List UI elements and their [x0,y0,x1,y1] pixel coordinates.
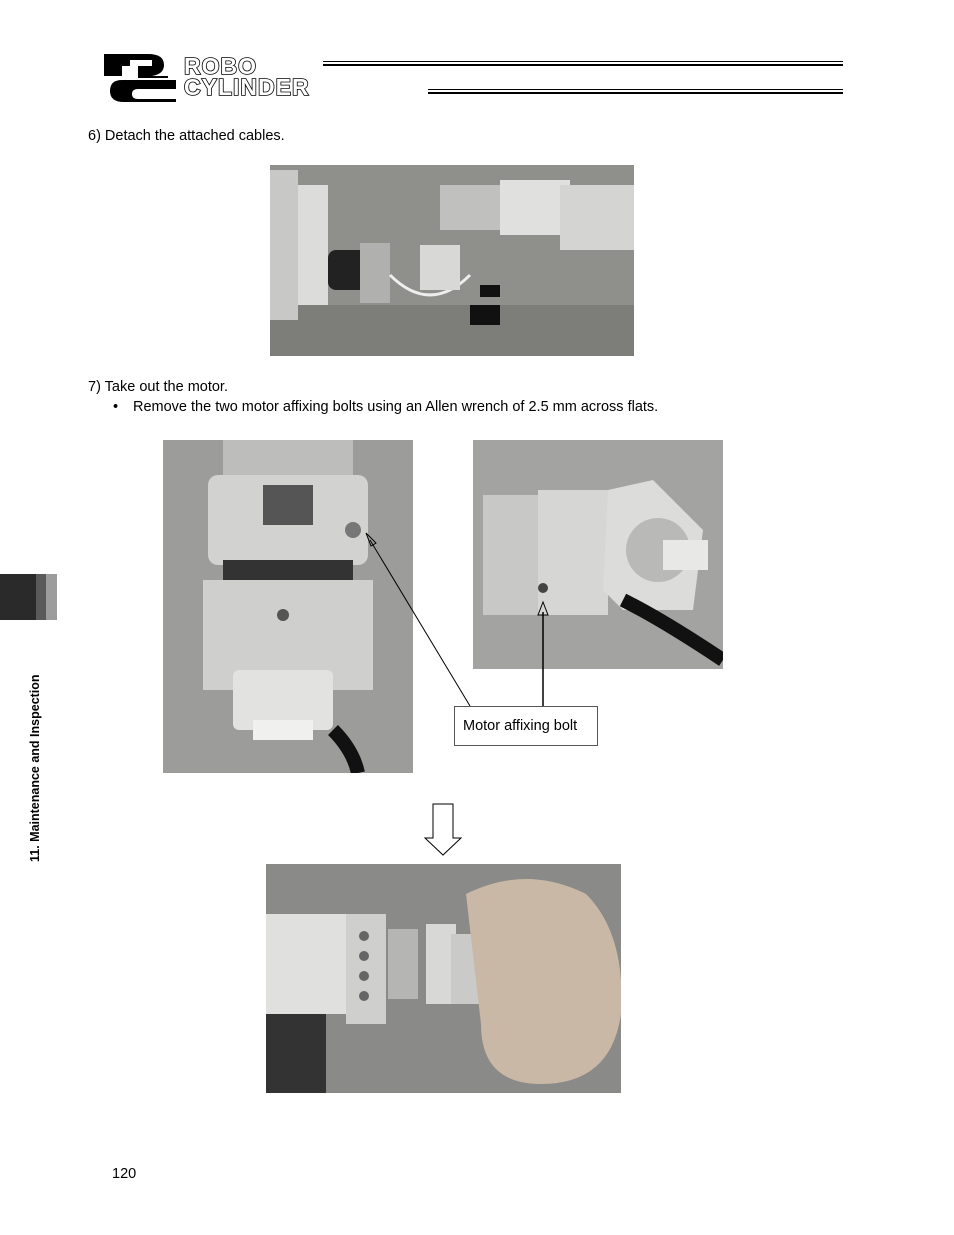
photo-motor-removed [266,864,621,1093]
brand-robo: ROBO [184,53,257,79]
chapter-tab-strip-light [46,574,57,620]
step-6-text: 6) Detach the attached cables. [88,128,285,144]
step-7-text: 7) Take out the motor. [88,379,228,395]
callout-label: Motor affixing bolt [463,718,578,734]
bullet-icon: • [113,399,119,415]
chapter-tab-block [0,574,36,620]
callout-box [454,706,598,746]
chapter-tab-strip-mid [36,574,46,620]
brand-cylinder: CYLINDER [184,74,310,100]
chapter-label: 11. Maintenance and Inspection [28,674,42,862]
step-7-bullet-1: Remove the two motor affixing bolts using an Allen wrench of 2.5 mm across flats. [133,399,659,415]
page-number: 120 [112,1166,137,1182]
